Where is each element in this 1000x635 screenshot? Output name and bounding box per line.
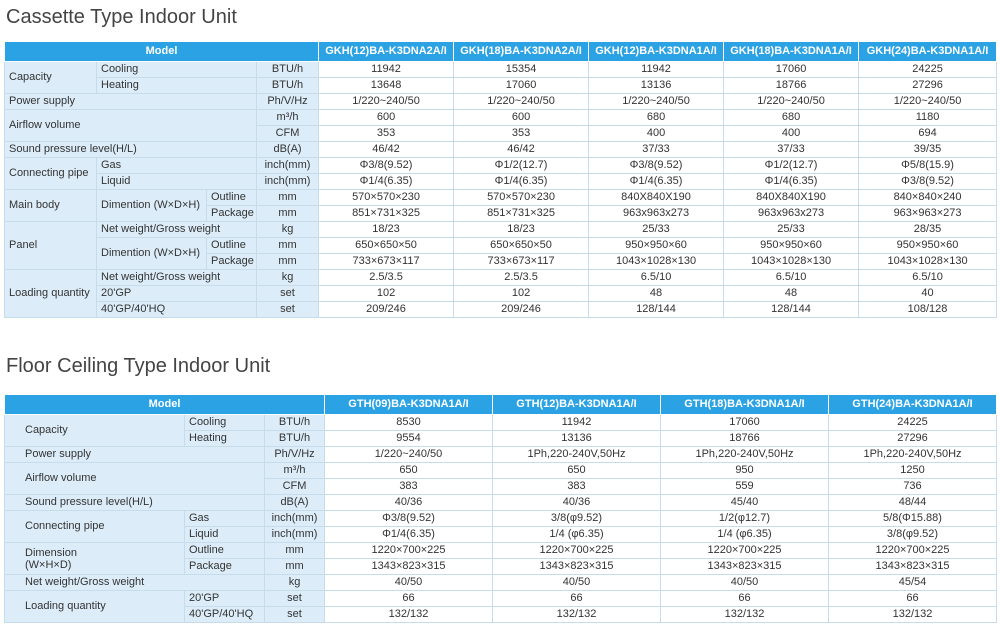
value-cell: 1/220~240/50 [454, 94, 589, 110]
unit-cell: kg [257, 222, 319, 238]
row-sublabel: Package [185, 559, 265, 575]
value-cell: 650 [325, 463, 493, 479]
value-cell: 66 [325, 591, 493, 607]
unit-cell: mm [265, 543, 325, 559]
row-label: Main body [5, 190, 97, 222]
value-cell: 1Ph,220-240V,50Hz [493, 447, 661, 463]
value-cell: 950×950×60 [724, 238, 859, 254]
value-cell: 39/35 [859, 142, 997, 158]
table-row [5, 110, 997, 126]
value-cell: 66 [829, 591, 997, 607]
table-header-row [5, 42, 997, 62]
value-cell: 1Ph,220-240V,50Hz [661, 447, 829, 463]
value-cell: 46/42 [319, 142, 454, 158]
value-cell: 1Ph,220-240V,50Hz [829, 447, 997, 463]
table-row [5, 238, 997, 254]
value-cell: 383 [493, 479, 661, 495]
value-cell: 353 [454, 126, 589, 142]
value-cell: 6.5/10 [859, 270, 997, 286]
row-label: Capacity [5, 62, 97, 94]
value-cell: 45/40 [661, 495, 829, 511]
value-cell: 48 [724, 286, 859, 302]
value-cell: 3/8(φ9.52) [493, 511, 661, 527]
value-cell: 132/132 [493, 607, 661, 623]
value-cell: 1220×700×225 [829, 543, 997, 559]
value-cell: 6.5/10 [589, 270, 724, 286]
value-cell: 27296 [829, 431, 997, 447]
value-cell: Φ3/8(9.52) [319, 158, 454, 174]
value-cell: 1043×1028×130 [724, 254, 859, 270]
row-sublabel: Dimention (W×D×H) [97, 238, 207, 270]
value-cell: 1/220~240/50 [724, 94, 859, 110]
row-sublabel: Heating [97, 78, 257, 94]
value-cell: 66 [493, 591, 661, 607]
row-label: Net weight/Gross weight [5, 575, 265, 591]
unit-cell: CFM [265, 479, 325, 495]
unit-cell: mm [257, 254, 319, 270]
model-name: GTH(24)BA-K3DNA1A/I [829, 395, 997, 415]
value-cell: 733×673×117 [454, 254, 589, 270]
unit-cell: mm [257, 206, 319, 222]
unit-cell: BTU/h [257, 62, 319, 78]
value-cell: 383 [325, 479, 493, 495]
table-row [5, 270, 997, 286]
value-cell: 1/220~240/50 [325, 447, 493, 463]
model-name: GTH(09)BA-K3DNA1A/I [325, 395, 493, 415]
value-cell: 132/132 [829, 607, 997, 623]
table-row [5, 495, 997, 511]
value-cell: 15354 [454, 62, 589, 78]
unit-cell: kg [257, 270, 319, 286]
row-subsublabel: Outline [207, 190, 257, 206]
value-cell: 950×950×60 [589, 238, 724, 254]
table-row [5, 463, 997, 479]
value-cell: 24225 [829, 415, 997, 431]
value-cell: 17060 [724, 62, 859, 78]
row-label: Airflow volume [5, 463, 265, 495]
cassette-spec-table [4, 41, 997, 318]
value-cell: 48/44 [829, 495, 997, 511]
value-cell: 132/132 [661, 607, 829, 623]
model-header: Model [5, 395, 325, 415]
row-label: Power supply [5, 94, 257, 110]
value-cell: 40/50 [325, 575, 493, 591]
value-cell: 46/42 [454, 142, 589, 158]
value-cell: 733×673×117 [319, 254, 454, 270]
value-cell: 2.5/3.5 [454, 270, 589, 286]
value-cell: 650×650×50 [454, 238, 589, 254]
value-cell: 128/144 [589, 302, 724, 318]
value-cell: 1220×700×225 [661, 543, 829, 559]
row-sublabel: Net weight/Gross weight [97, 222, 257, 238]
model-name: GKH(24)BA-K3DNA1A/I [859, 42, 997, 62]
value-cell: 9554 [325, 431, 493, 447]
value-cell: 950 [661, 463, 829, 479]
value-cell: 13136 [589, 78, 724, 94]
row-sublabel: Outline [185, 543, 265, 559]
value-cell: 650 [493, 463, 661, 479]
value-cell: 11942 [319, 62, 454, 78]
unit-cell: set [265, 591, 325, 607]
value-cell: 1/2(φ12.7) [661, 511, 829, 527]
value-cell: 17060 [661, 415, 829, 431]
table-row [5, 78, 997, 94]
value-cell: 6.5/10 [724, 270, 859, 286]
unit-cell: BTU/h [265, 431, 325, 447]
row-label: Airflow volume [5, 110, 257, 142]
unit-cell: inch(mm) [265, 511, 325, 527]
row-label: Panel [5, 222, 97, 270]
unit-cell: Ph/V/Hz [265, 447, 325, 463]
value-cell: 840×840×240 [859, 190, 997, 206]
value-cell: Φ1/4(6.35) [589, 174, 724, 190]
unit-cell: CFM [257, 126, 319, 142]
row-sublabel: Cooling [185, 415, 265, 431]
value-cell: Φ1/4(6.35) [724, 174, 859, 190]
value-cell: 28/35 [859, 222, 997, 238]
value-cell: 128/144 [724, 302, 859, 318]
value-cell: 1343×823×315 [325, 559, 493, 575]
table-row [5, 158, 997, 174]
row-subsublabel: Package [207, 206, 257, 222]
row-subsublabel: Package [207, 254, 257, 270]
table-row [5, 302, 997, 318]
value-cell: 1343×823×315 [661, 559, 829, 575]
unit-cell: dB(A) [257, 142, 319, 158]
value-cell: 1/220~240/50 [859, 94, 997, 110]
row-sublabel: Gas [97, 158, 257, 174]
value-cell: 963×963×273 [859, 206, 997, 222]
model-name: GTH(12)BA-K3DNA1A/I [493, 395, 661, 415]
value-cell: Φ1/4(6.35) [454, 174, 589, 190]
table-row [5, 447, 997, 463]
value-cell: 1/4 (φ6.35) [661, 527, 829, 543]
row-label: Dimension (W×H×D) [5, 543, 185, 575]
value-cell: 37/33 [589, 142, 724, 158]
value-cell: 851×731×325 [319, 206, 454, 222]
value-cell: 840X840X190 [589, 190, 724, 206]
unit-cell: m³/h [265, 463, 325, 479]
value-cell: 132/132 [325, 607, 493, 623]
value-cell: Φ1/4(6.35) [325, 527, 493, 543]
value-cell: 102 [319, 286, 454, 302]
model-name: GKH(12)BA-K3DNA2A/I [319, 42, 454, 62]
row-label: Connecting pipe [5, 158, 97, 190]
value-cell: 11942 [589, 62, 724, 78]
row-label: Sound pressure level(H/L) [5, 495, 265, 511]
model-header: Model [5, 42, 319, 62]
unit-cell: mm [257, 238, 319, 254]
unit-cell: inch(mm) [265, 527, 325, 543]
row-sublabel: Cooling [97, 62, 257, 78]
unit-cell: kg [265, 575, 325, 591]
value-cell: 48 [589, 286, 724, 302]
value-cell: 1220×700×225 [493, 543, 661, 559]
value-cell: 45/54 [829, 575, 997, 591]
unit-cell: mm [257, 190, 319, 206]
unit-cell: set [265, 607, 325, 623]
value-cell: 25/33 [589, 222, 724, 238]
unit-cell: BTU/h [265, 415, 325, 431]
table-row [5, 511, 997, 527]
value-cell: 13648 [319, 78, 454, 94]
model-name: GTH(18)BA-K3DNA1A/I [661, 395, 829, 415]
value-cell: 600 [454, 110, 589, 126]
value-cell: 1343×823×315 [829, 559, 997, 575]
value-cell: 400 [589, 126, 724, 142]
value-cell: 1/220~240/50 [319, 94, 454, 110]
row-label: Connecting pipe [5, 511, 185, 543]
value-cell: 1180 [859, 110, 997, 126]
unit-cell: inch(mm) [257, 174, 319, 190]
value-cell: 40/50 [661, 575, 829, 591]
value-cell: 66 [661, 591, 829, 607]
table-row [5, 190, 997, 206]
table-row [5, 62, 997, 78]
value-cell: 209/246 [454, 302, 589, 318]
value-cell: Φ1/4(6.35) [319, 174, 454, 190]
table-row [5, 94, 997, 110]
value-cell: 1250 [829, 463, 997, 479]
value-cell: 18/23 [454, 222, 589, 238]
value-cell: 24225 [859, 62, 997, 78]
value-cell: 736 [829, 479, 997, 495]
table-row [5, 415, 997, 431]
value-cell: 1/4 (φ6.35) [493, 527, 661, 543]
unit-cell: mm [265, 559, 325, 575]
value-cell: Φ5/8(15.9) [859, 158, 997, 174]
table-header-row [5, 395, 997, 415]
value-cell: 40/50 [493, 575, 661, 591]
value-cell: 40 [859, 286, 997, 302]
value-cell: 3/8(φ9.52) [829, 527, 997, 543]
value-cell: 27296 [859, 78, 997, 94]
value-cell: 840X840X190 [724, 190, 859, 206]
value-cell: 18766 [724, 78, 859, 94]
value-cell: 570×570×230 [319, 190, 454, 206]
value-cell: Φ1/2(12.7) [724, 158, 859, 174]
table-row [5, 222, 997, 238]
row-sublabel: 40'GP/40'HQ [97, 302, 257, 318]
table-row [5, 286, 997, 302]
value-cell: 108/128 [859, 302, 997, 318]
value-cell: 2.5/3.5 [319, 270, 454, 286]
value-cell: 1343×823×315 [493, 559, 661, 575]
value-cell: 1043×1028×130 [589, 254, 724, 270]
table-row [5, 174, 997, 190]
model-name: GKH(18)BA-K3DNA2A/I [454, 42, 589, 62]
value-cell: 209/246 [319, 302, 454, 318]
row-label: Loading quantity [5, 270, 97, 318]
unit-cell: set [257, 302, 319, 318]
value-cell: 18/23 [319, 222, 454, 238]
value-cell: 559 [661, 479, 829, 495]
value-cell: 680 [724, 110, 859, 126]
row-sublabel: 20'GP [97, 286, 257, 302]
value-cell: 1/220~240/50 [589, 94, 724, 110]
value-cell: 963x963x273 [589, 206, 724, 222]
row-label: Capacity [5, 415, 185, 447]
unit-cell: dB(A) [265, 495, 325, 511]
floor-ceiling-title: Floor Ceiling Type Indoor Unit [6, 355, 271, 377]
value-cell: 8530 [325, 415, 493, 431]
row-label: Loading quantity [5, 591, 185, 623]
value-cell: 1043×1028×130 [859, 254, 997, 270]
unit-cell: BTU/h [257, 78, 319, 94]
unit-cell: inch(mm) [257, 158, 319, 174]
table-row [5, 142, 997, 158]
row-sublabel: Heating [185, 431, 265, 447]
unit-cell: Ph/V/Hz [257, 94, 319, 110]
value-cell: Φ3/8(9.52) [859, 174, 997, 190]
value-cell: 963x963x273 [724, 206, 859, 222]
row-sublabel: 20'GP [185, 591, 265, 607]
value-cell: 40/36 [325, 495, 493, 511]
table-row [5, 543, 997, 559]
row-subsublabel: Outline [207, 238, 257, 254]
row-sublabel: Dimention (W×D×H) [97, 190, 207, 222]
table-row [5, 575, 997, 591]
value-cell: 1220×700×225 [325, 543, 493, 559]
value-cell: 18766 [661, 431, 829, 447]
row-sublabel: Liquid [185, 527, 265, 543]
value-cell: 400 [724, 126, 859, 142]
value-cell: 102 [454, 286, 589, 302]
value-cell: 13136 [493, 431, 661, 447]
value-cell: 694 [859, 126, 997, 142]
cassette-title: Cassette Type Indoor Unit [6, 6, 237, 28]
row-label: Power supply [5, 447, 265, 463]
value-cell: 851×731×325 [454, 206, 589, 222]
row-sublabel: Net weight/Gross weight [97, 270, 257, 286]
floor-ceiling-spec-table [4, 394, 997, 623]
row-label: Sound pressure level(H/L) [5, 142, 257, 158]
model-name: GKH(18)BA-K3DNA1A/I [724, 42, 859, 62]
value-cell: Φ3/8(9.52) [589, 158, 724, 174]
value-cell: 17060 [454, 78, 589, 94]
value-cell: 950×950×60 [859, 238, 997, 254]
value-cell: 11942 [493, 415, 661, 431]
value-cell: Φ3/8(9.52) [325, 511, 493, 527]
value-cell: 680 [589, 110, 724, 126]
value-cell: 5/8(Φ15.88) [829, 511, 997, 527]
value-cell: 37/33 [724, 142, 859, 158]
value-cell: 25/33 [724, 222, 859, 238]
value-cell: 40/36 [493, 495, 661, 511]
row-sublabel: 40'GP/40'HQ [185, 607, 265, 623]
row-sublabel: Gas [185, 511, 265, 527]
value-cell: 353 [319, 126, 454, 142]
value-cell: 570×570×230 [454, 190, 589, 206]
unit-cell: set [257, 286, 319, 302]
table-row [5, 591, 997, 607]
model-name: GKH(12)BA-K3DNA1A/I [589, 42, 724, 62]
row-sublabel: Liquid [97, 174, 257, 190]
value-cell: 650×650×50 [319, 238, 454, 254]
value-cell: 600 [319, 110, 454, 126]
value-cell: Φ1/2(12.7) [454, 158, 589, 174]
unit-cell: m³/h [257, 110, 319, 126]
